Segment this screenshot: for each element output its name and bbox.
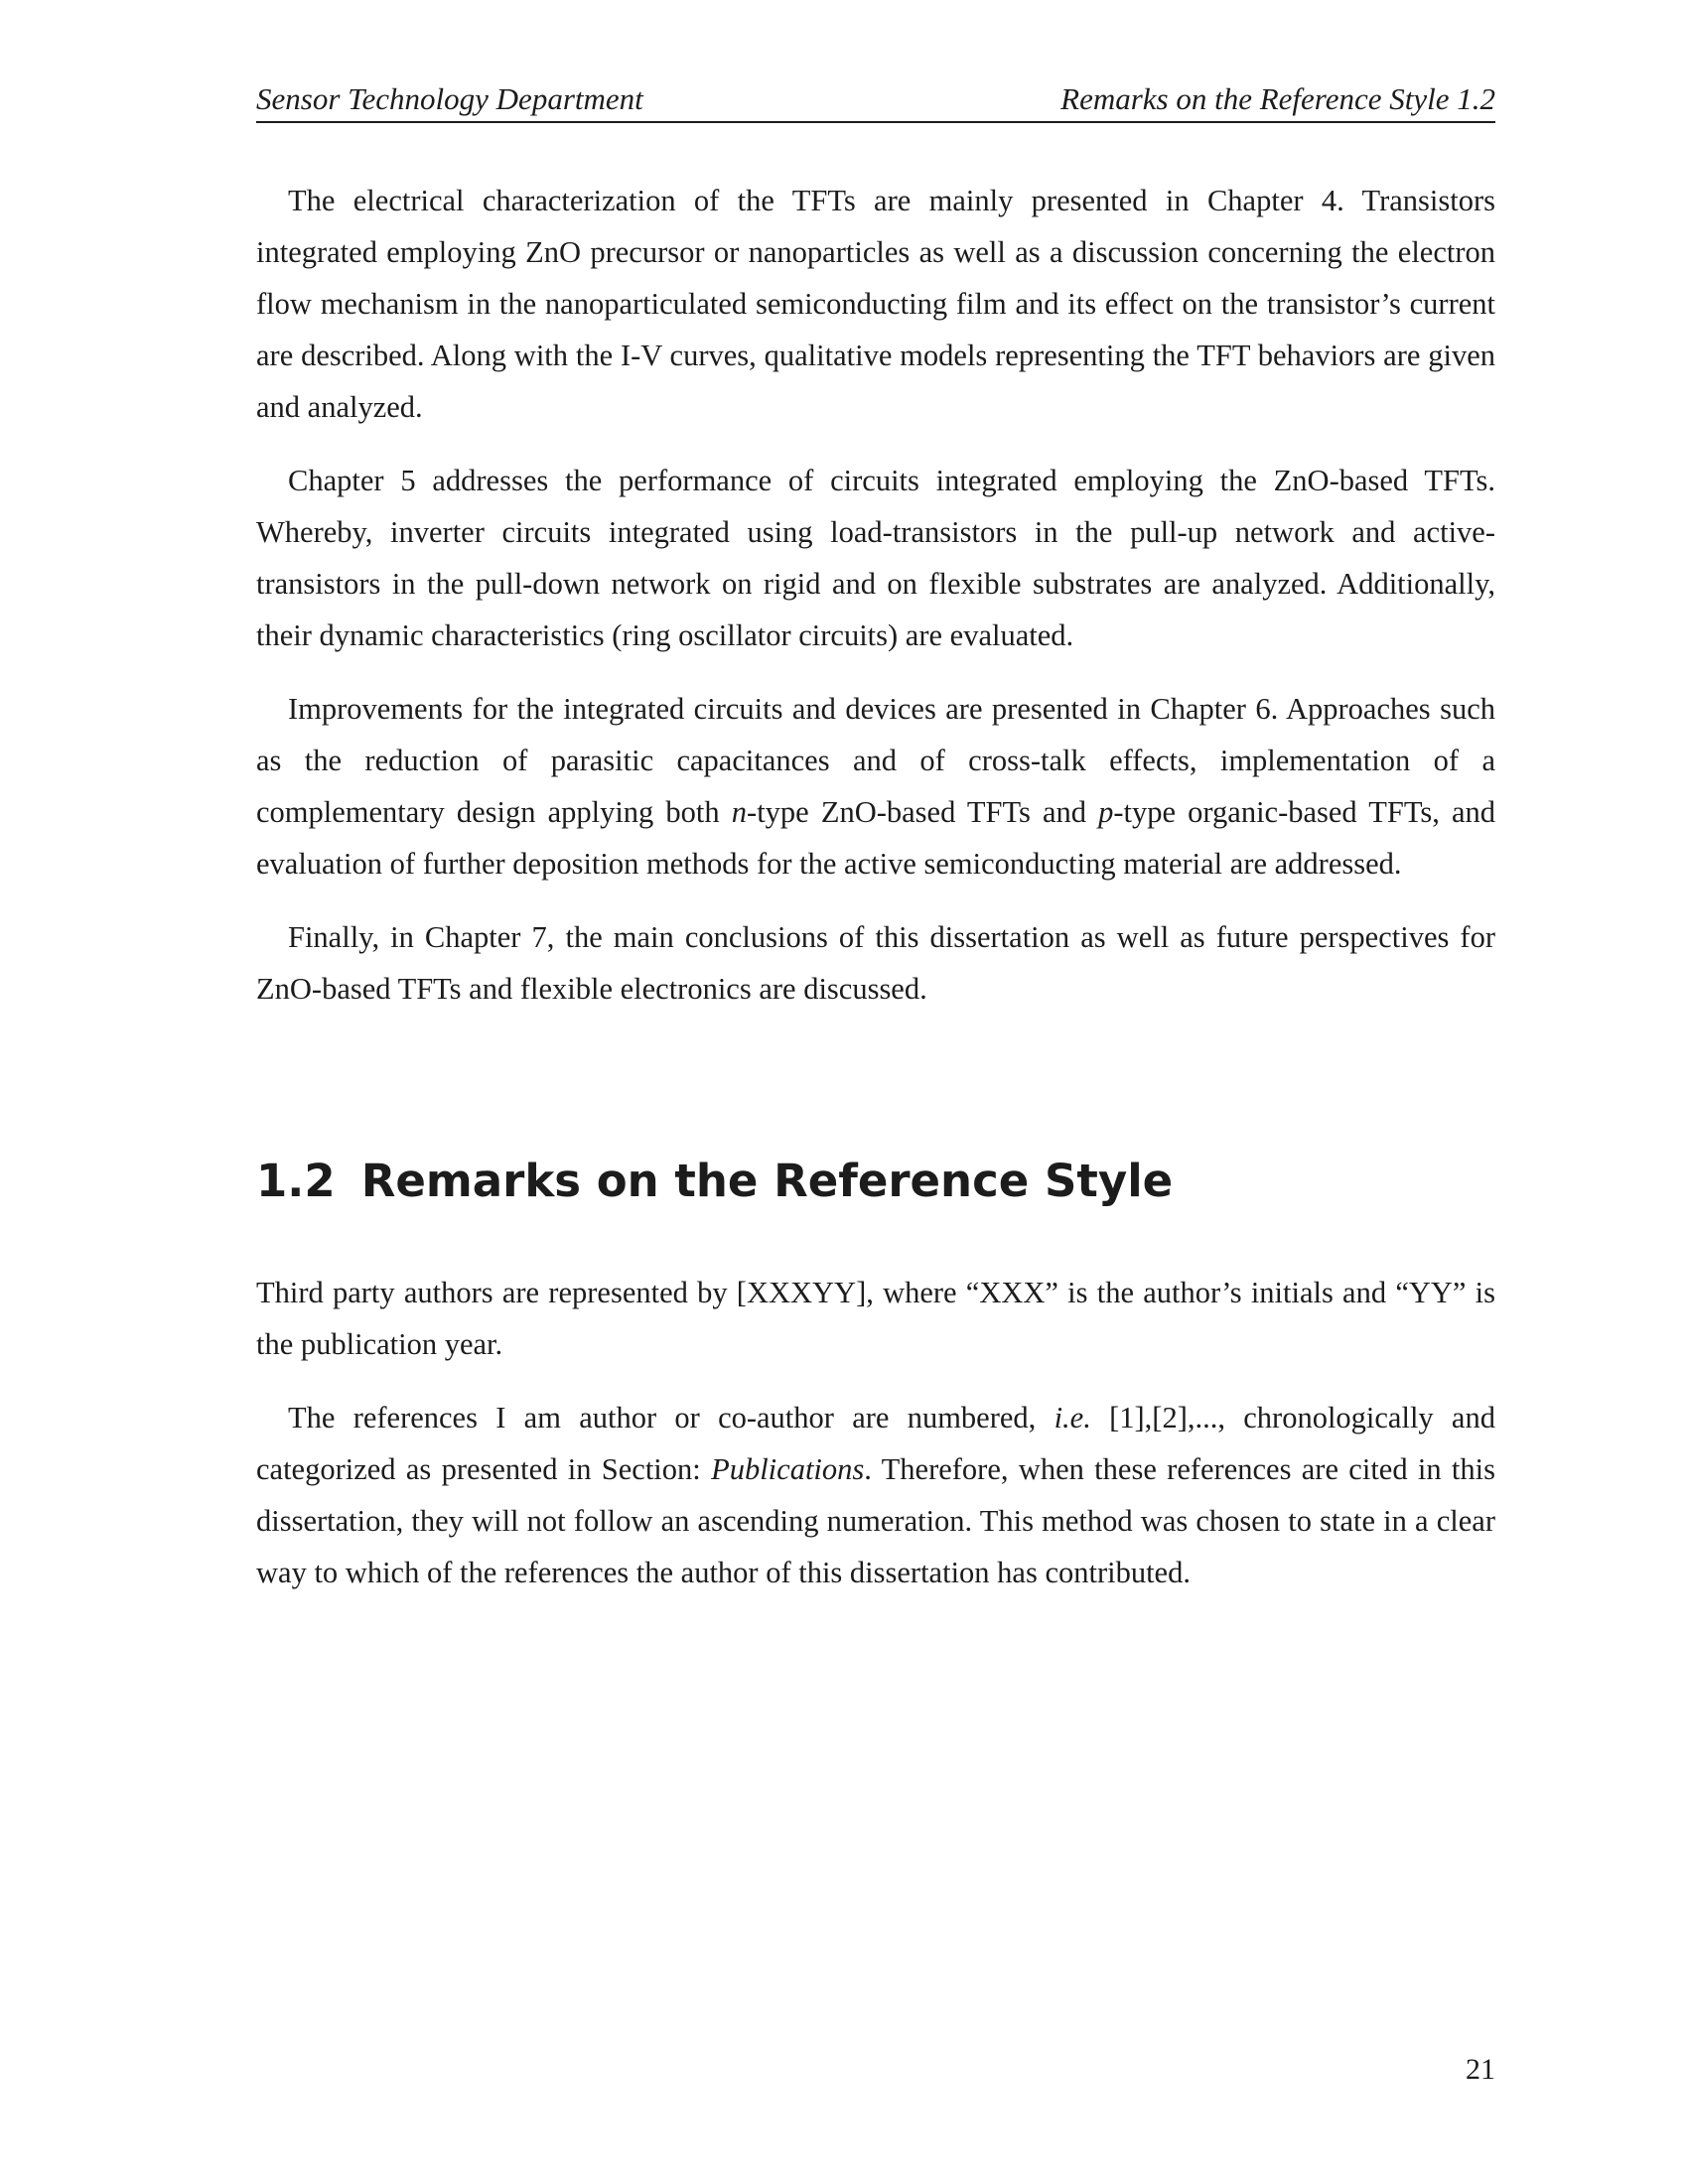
paragraph-chapter-6	[256, 683, 1495, 889]
section-heading	[256, 1152, 1173, 1211]
text-run: The references I am author or co-author are numbered,	[288, 1401, 1055, 1434]
section-number: 1.2	[256, 1155, 336, 1207]
paragraph-chapter-7: Finally, in Chapter 7, the main conclusions of this dissertation as well as future perspectives for ZnO-based TFTs and flexible electronics are discussed.	[256, 920, 1495, 1006]
header-department: Sensor Technology Department	[256, 81, 643, 116]
italic-p: p	[1098, 795, 1114, 829]
italic-publications: Publications	[711, 1452, 865, 1486]
text-run: [1],[2],..., chronologically and categorized as presented in Section:	[256, 1401, 1495, 1486]
text-run: . Therefore, when these references are cited in this dissertation, they will not follow an ascending numeration. This method was chosen to state in a clear way to which of the references the author of this dissertation has contributed.	[256, 1452, 1495, 1589]
paragraph-chapter-4: The electrical characterization of the TFTs are mainly presented in Chapter 4. Transistors integrated employing ZnO precursor or nanoparticles as well as a discussion concerning the electron flow mechanism in the nanoparticulated semiconducting film and its effect on the transistor’s current are described. Along with the I-V curves, qualitative models representing the TFT behaviors are given and analyzed.	[256, 184, 1495, 424]
running-header	[256, 77, 1495, 123]
text-run: -type ZnO-based TFTs and	[747, 795, 1099, 829]
intro-text-block	[256, 175, 1495, 1036]
paragraph-chapter-5: Chapter 5 addresses the performance of circuits integrated employing the ZnO-based TFTs. Whereby, inverter circuits integrated using load-transistors in the pull-up network and active-transistors in the pull-down network on rigid and on flexible substrates are analyzed. Additionally, their dynamic characteristics (ring oscillator circuits) are evaluated.	[256, 464, 1495, 652]
page-number: 21	[1466, 2053, 1495, 2086]
section-title: Remarks on the Reference Style	[360, 1155, 1174, 1207]
text-run: -type organic-based TFTs, and evaluation of further deposition methods for the active semiconducting material are addressed.	[256, 795, 1495, 881]
italic-ie: i.e.	[1054, 1401, 1091, 1434]
remarks-text-block	[256, 1267, 1495, 1620]
paragraph-third-party: Third party authors are represented by [XXXYY], where “XXX” is the author’s initials and “YY” is the publication year.	[256, 1276, 1495, 1361]
header-section: Remarks on the Reference Style 1.2	[1060, 81, 1495, 116]
paragraph-own-references	[256, 1392, 1495, 1598]
italic-n: n	[731, 795, 748, 829]
text-run: Improvements for the integrated circuits and devices are presented in Chapter 6. Approaches such as the reduction of parasitic capacitances and of cross-talk effects, implementation of a complementary design applying both	[256, 692, 1495, 829]
